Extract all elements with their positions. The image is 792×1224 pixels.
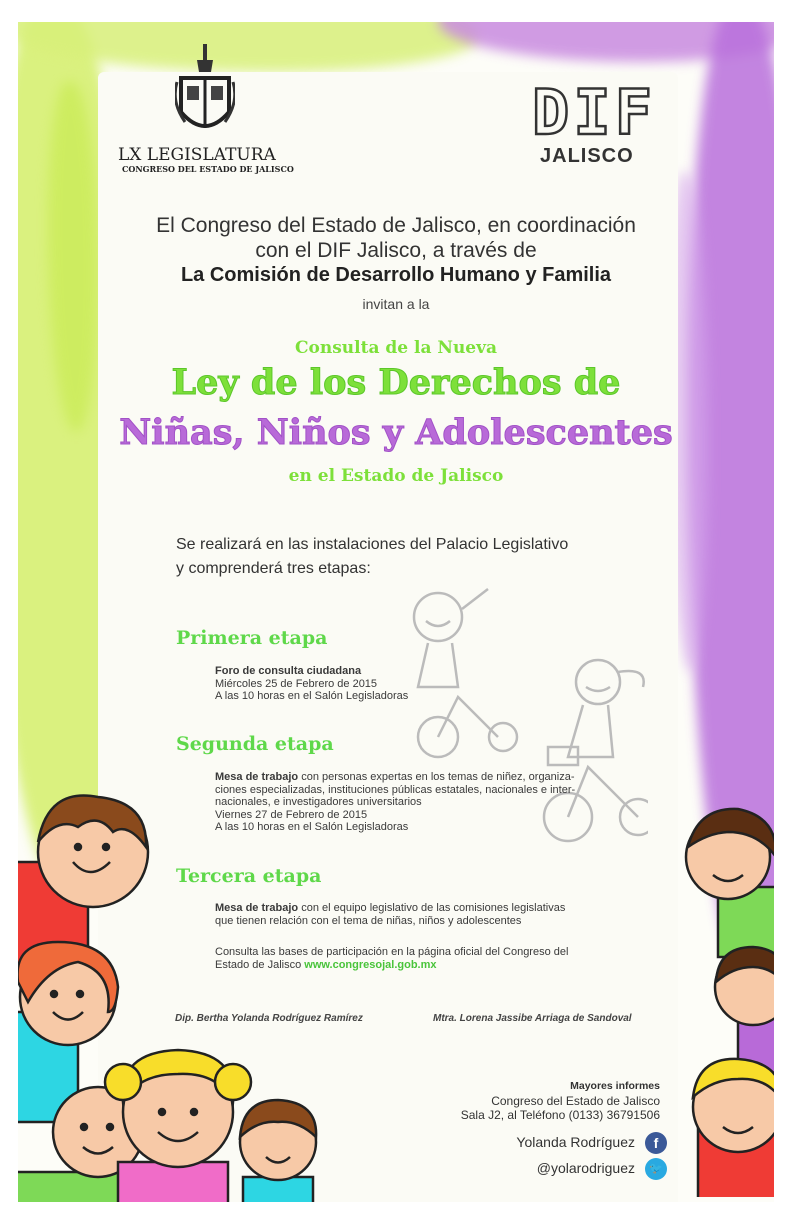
stage3-text: con el equipo legislativo de las comisiones legislativas [298,902,566,914]
headline-pre: Consulta de la Nueva [294,338,498,358]
location-line2: y comprenderá tres etapas: [176,560,371,577]
facebook-icon[interactable]: f [645,1132,667,1154]
headline-main1: Ley de los Derechos de [171,362,621,403]
headline-post: en el Estado de Jalisco [288,466,504,486]
stage1-title: Primera etapa [176,627,328,649]
stage2-line2: nacionales, e investigadores universitarios [215,796,422,808]
legislature-subtitle: CONGRESO DEL ESTADO DE JALISCO [122,164,294,174]
bases-line2: Estado de Jalisco [215,958,305,971]
stage2-bold: Mesa de trabajo [215,771,299,783]
stage2-text: con personas expertas en los temas de niñez, organiza- [298,771,575,783]
stage1-line1: Miércoles 25 de Febrero de 2015 [215,677,378,690]
intro-commission: La Comisión de Desarrollo Humano y Familia [180,264,612,286]
facebook-handle[interactable]: Yolanda Rodríguez [516,1134,635,1150]
signature-left: Dip. Bertha Yolanda Rodríguez Ramírez [175,1013,363,1024]
contact-title: Mayores informes [570,1080,660,1092]
stage2-line3: Viernes 27 de Febrero de 2015 [215,808,368,821]
stage1-line2: A las 10 horas en el Salón Legisladoras [215,690,409,702]
dif-letters: DIF [532,76,656,149]
bases-line1: Consulta las bases de participación en la página oficial del Congreso del [215,946,569,958]
legislature-name: LX LEGISLATURA [118,145,276,165]
poster [18,22,774,1202]
congress-website-link[interactable]: www.congresojal.gob.mx [304,958,437,971]
intro-invite: invitan a la [362,296,430,312]
headline-main2: Niñas, Niños y Adolescentes [119,412,673,453]
cartoon-kids-right [658,797,774,1197]
twitter-icon[interactable]: 🐦 [645,1158,667,1180]
twitter-handle[interactable]: @yolarodriguez [536,1160,635,1176]
contact-line2: Sala J2, al Teléfono (0133) 36791506 [460,1108,660,1122]
legislature-logo [113,42,303,182]
contact-line1: Congreso del Estado de Jalisco [491,1093,660,1108]
coat-of-arms-icon [175,42,235,142]
stage1-details [215,665,645,703]
stage2-line1: ciones especializadas, instituciones públicas estatales, nacionales e inter- [215,783,576,796]
contact-block [438,1079,660,1123]
stage3-bold: Mesa de trabajo [215,902,299,914]
dif-logo [530,76,680,182]
stage2-title: Segunda etapa [176,733,334,755]
location-line1: Se realizará en las instalaciones del Palacio Legislativo [176,536,569,553]
cartoon-kids-left [18,782,318,1202]
intro-line1: El Congreso del Estado de Jalisco, en coordinación [156,214,636,237]
stage2-line4: A las 10 horas en el Salón Legisladoras [215,821,409,833]
signature-right: Mtra. Lorena Jassibe Arriaga de Sandoval [433,1013,632,1024]
stage3-line1: que tienen relación con el tema de niñas, niños y adolescentes [215,914,522,927]
dif-jalisco: JALISCO [540,145,634,167]
intro-line2: con el DIF Jalisco, a través de [255,239,537,262]
stage3-title: Tercera etapa [176,865,322,887]
stage1-bold: Foro de consulta ciudadana [215,665,362,677]
